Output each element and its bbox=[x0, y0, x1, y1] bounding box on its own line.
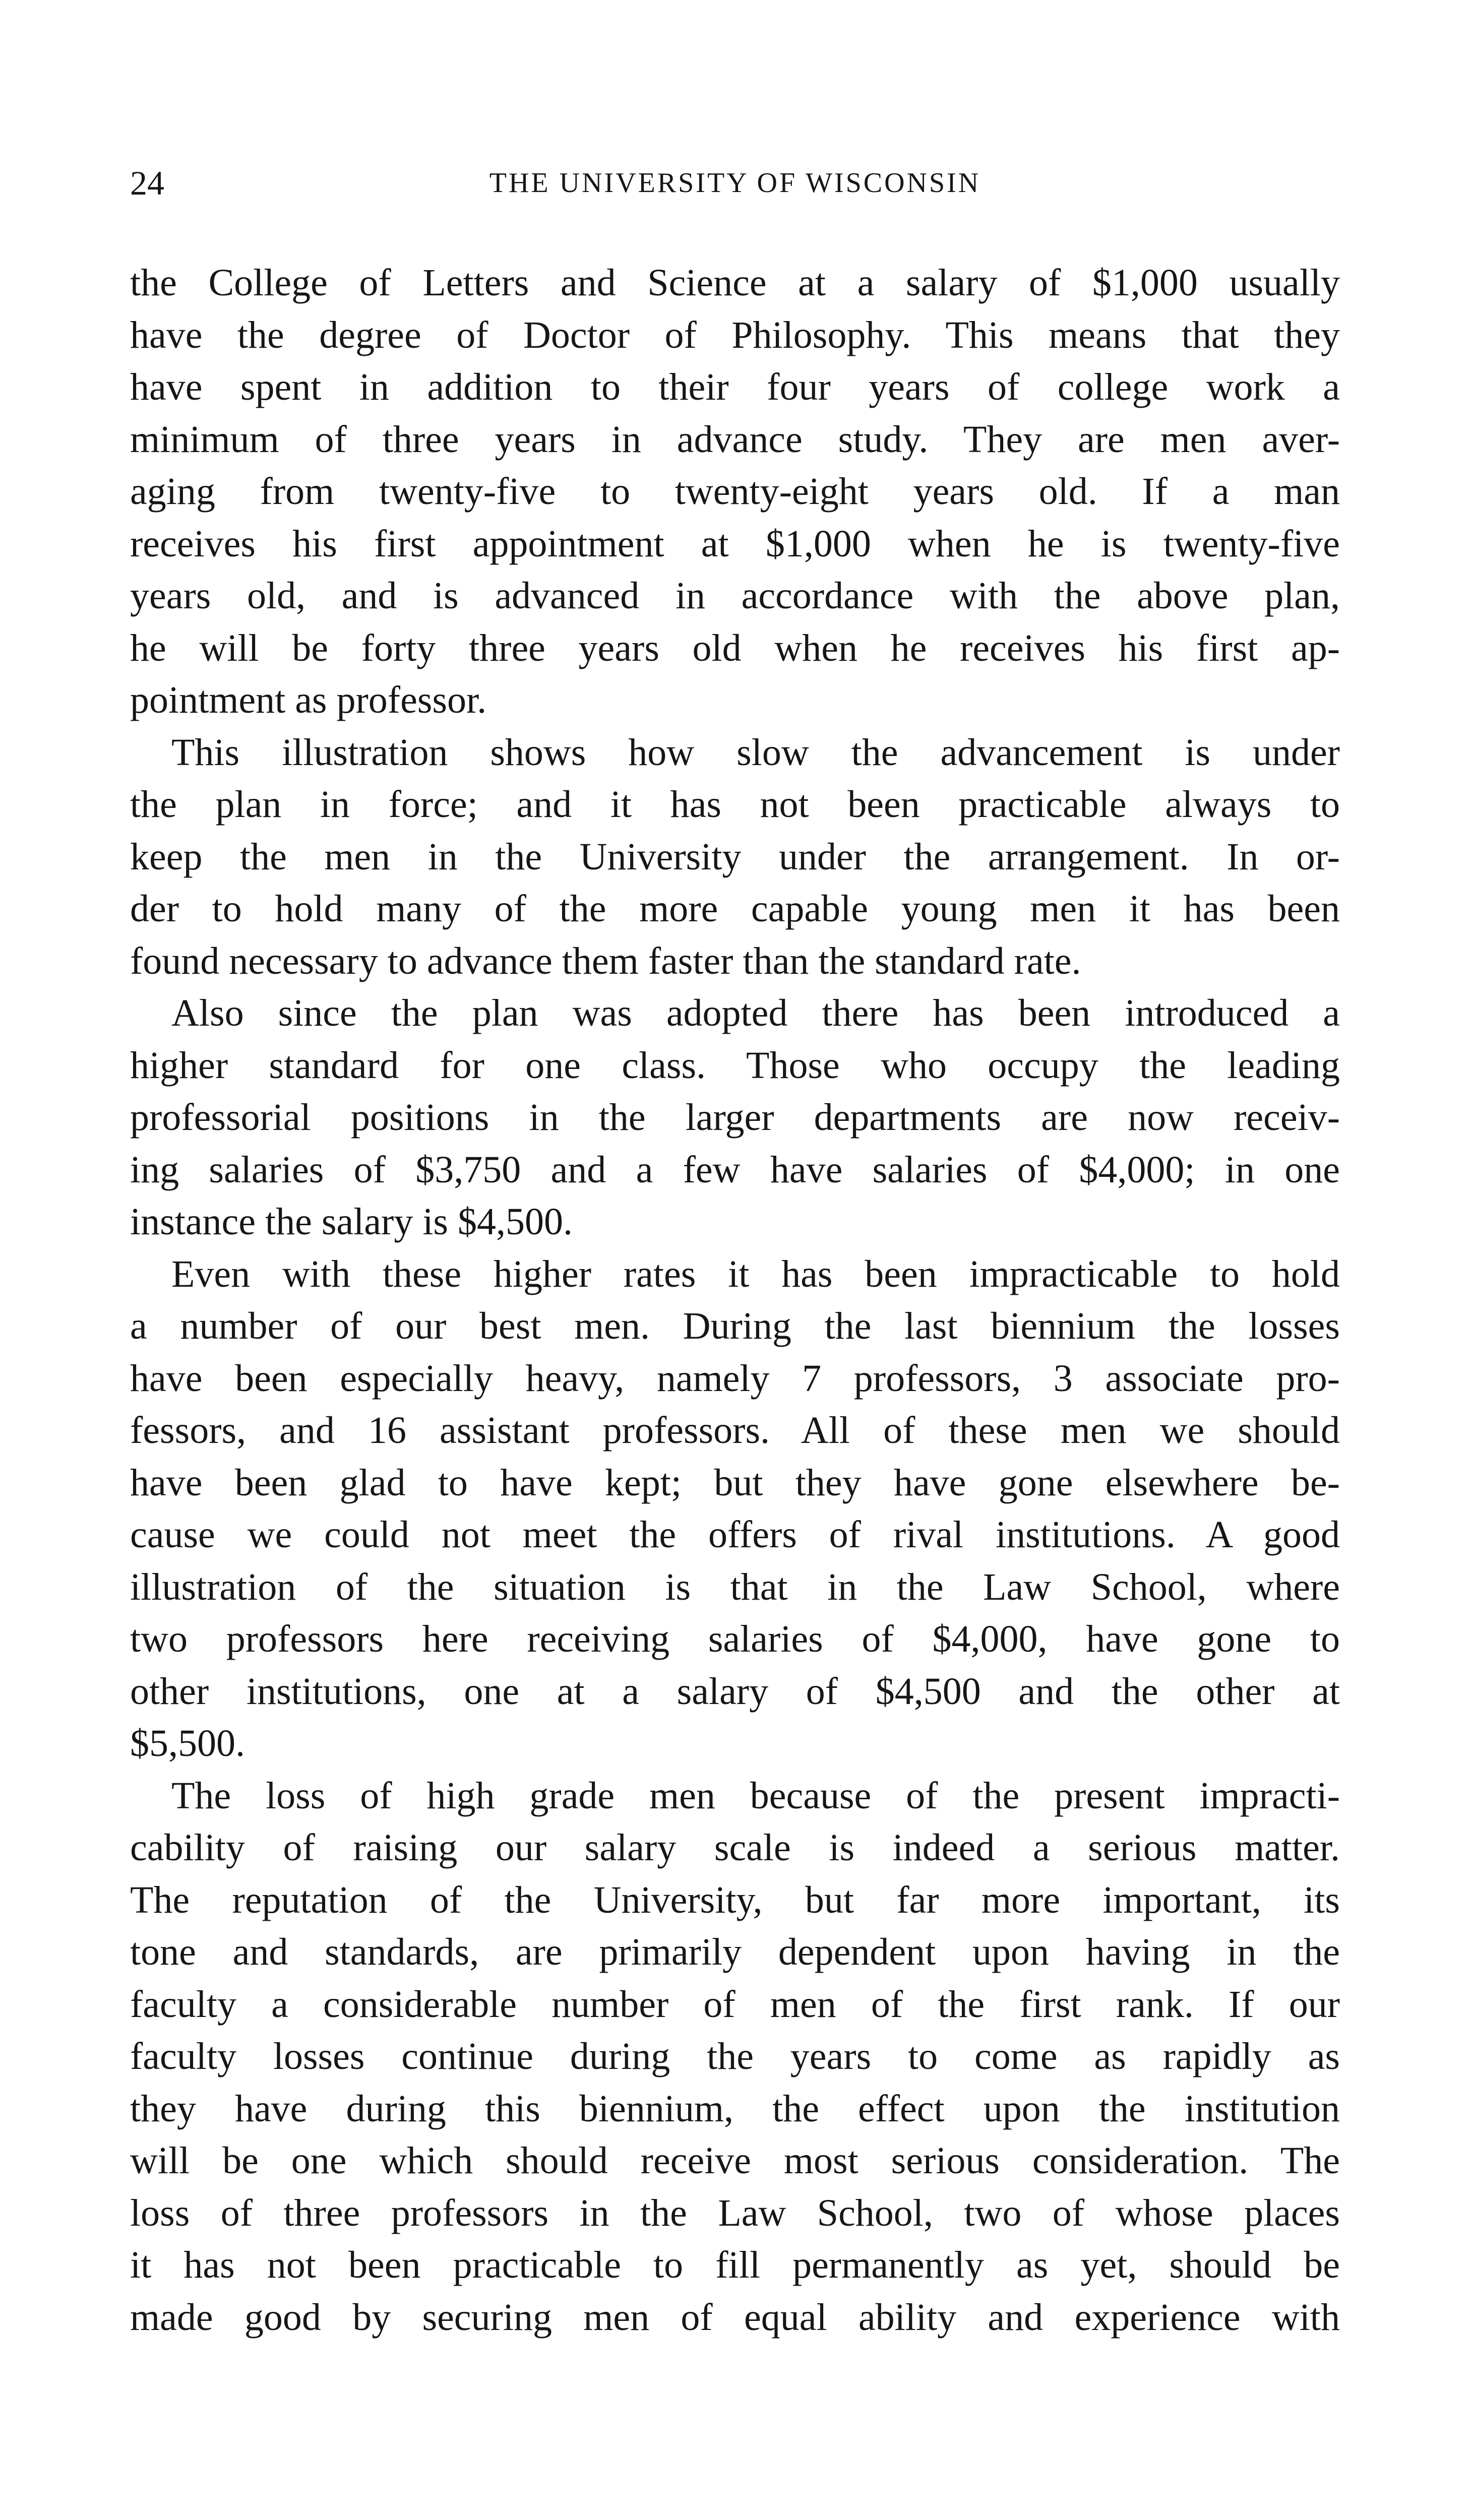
text-line: the College of Letters and Science at a salary of $1,000 usually bbox=[130, 262, 1340, 304]
body-text bbox=[130, 257, 1340, 2344]
paragraph-first-line: The loss of high grade men because of the present impracti- bbox=[171, 1774, 1340, 1817]
text-line: ing salaries of $3,750 and a few have salaries of $4,000; in one bbox=[130, 1148, 1340, 1191]
text-line: the plan in force; and it has not been practicable always to bbox=[130, 783, 1340, 826]
text-line: loss of three professors in the Law School, two of whose places bbox=[130, 2191, 1340, 2234]
text-line: a number of our best men. During the last biennium the losses bbox=[130, 1305, 1340, 1347]
text-line: two professors here receiving salaries of $4,000, have gone to bbox=[130, 1618, 1340, 1660]
text-line: instance the salary is $4,500. bbox=[130, 1201, 573, 1243]
paragraph-first-line: Also since the plan was adopted there has been introduced a bbox=[171, 992, 1340, 1034]
text-line: The reputation of the University, but far more important, its bbox=[130, 1878, 1340, 1921]
text-line: have spent in addition to their four years of college work a bbox=[130, 366, 1340, 408]
text-line: have the degree of Doctor of Philosophy. This means that they bbox=[130, 313, 1340, 356]
text-line: cause we could not meet the offers of rival institutions. A good bbox=[130, 1514, 1340, 1556]
text-line: have been especially heavy, namely 7 professors, 3 associate pro- bbox=[130, 1357, 1340, 1400]
text-line: keep the men in the University under the arrangement. In or- bbox=[130, 835, 1340, 878]
page-number: 24 bbox=[130, 164, 164, 202]
text-line: faculty a considerable number of men of the first rank. If our bbox=[130, 1983, 1340, 2026]
running-head: THE UNIVERSITY OF WISCONSIN bbox=[489, 167, 981, 199]
text-line: years old, and is advanced in accordance with the above plan, bbox=[130, 575, 1340, 617]
text-line: tone and standards, are primarily dependent upon having in the bbox=[130, 1931, 1340, 1973]
text-line: will be one which should receive most serious consideration. The bbox=[130, 2139, 1340, 2182]
text-line: cability of raising our salary scale is indeed a serious matter. bbox=[130, 1826, 1340, 1869]
text-line: they have during this biennium, the effect upon the institution bbox=[130, 2087, 1340, 2130]
text-line: he will be forty three years old when he receives his first ap- bbox=[130, 626, 1340, 669]
text-line: der to hold many of the more capable young men it has been bbox=[130, 888, 1340, 930]
text-line: receives his first appointment at $1,000 when he is twenty-five bbox=[130, 522, 1340, 565]
text-line: higher standard for one class. Those who occupy the leading bbox=[130, 1044, 1340, 1087]
text-line: it has not been practicable to fill permanently as yet, should be bbox=[130, 2244, 1340, 2286]
paragraph-first-line: Even with these higher rates it has been impracticable to hold bbox=[171, 1252, 1340, 1295]
text-line: made good by securing men of equal ability and experience with bbox=[130, 2296, 1340, 2339]
text-line: pointment as professor. bbox=[130, 679, 487, 721]
text-line: found necessary to advance them faster than the standard rate. bbox=[130, 939, 1081, 982]
paragraph-first-line: This illustration shows how slow the advancement is under bbox=[171, 731, 1340, 774]
text-line: faculty losses continue during the years to come as rapidly as bbox=[130, 2035, 1340, 2077]
text-line: illustration of the situation is that in the Law School, where bbox=[130, 1565, 1340, 1608]
text-line: professorial positions in the larger departments are now receiv- bbox=[130, 1096, 1340, 1139]
text-line: have been glad to have kept; but they have gone elsewhere be- bbox=[130, 1461, 1340, 1504]
text-line: $5,500. bbox=[130, 1722, 245, 1765]
text-line: minimum of three years in advance study. They are men aver- bbox=[130, 418, 1340, 461]
text-line: aging from twenty-five to twenty-eight years old. If a man bbox=[130, 470, 1340, 513]
text-line: other institutions, one at a salary of $4,500 and the other at bbox=[130, 1670, 1340, 1713]
page-header bbox=[130, 160, 1340, 206]
text-line: fessors, and 16 assistant professors. All of these men we should bbox=[130, 1409, 1340, 1452]
